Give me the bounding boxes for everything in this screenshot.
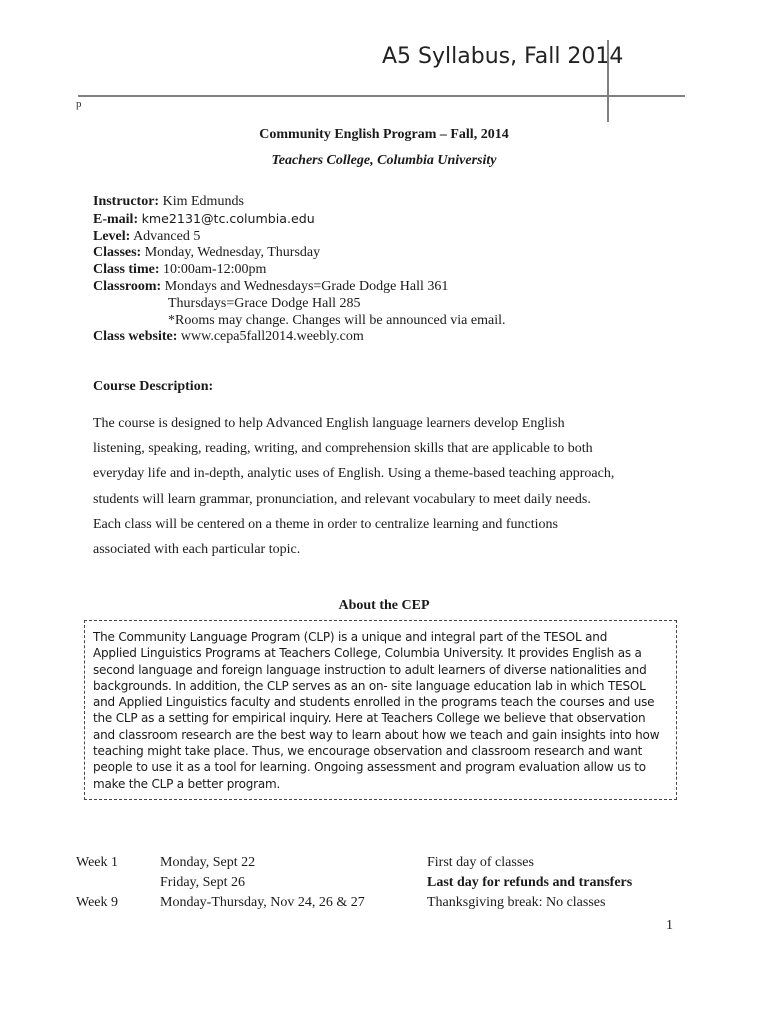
header-vertical-rule	[607, 40, 609, 122]
email-label: E-mail:	[93, 211, 139, 227]
email-row	[93, 211, 505, 229]
website-label: Class website:	[93, 329, 178, 345]
calendar-date: Friday, Sept 26	[160, 875, 246, 890]
header-mark: p	[76, 98, 82, 110]
about-line: and classroom research are the best way to learn about how we teach and gain insights into how	[93, 727, 660, 742]
about-line: and Applied Linguistics faculty and students enrolled in the programs teach the courses and use	[93, 695, 655, 710]
level-row	[93, 229, 505, 246]
about-line: people to use it as a tool for learning. Ongoing assessment and program evaluation allow us to	[93, 760, 646, 775]
calendar-event: Thanksgiving break: No classes	[427, 895, 606, 910]
header-horizontal-rule	[78, 95, 685, 97]
classes-row	[93, 245, 505, 262]
description-line: listening, speaking, reading, writing, and comprehension skills that are applicable to both	[93, 441, 593, 457]
instructor-value: Kim Edmunds	[162, 194, 244, 209]
classroom-row	[93, 279, 505, 296]
about-line: the CLP as a setting for empirical inquiry. Here at Teachers College we believe that observation	[93, 711, 646, 726]
document-header-title: A5 Syllabus, Fall 2014	[382, 44, 624, 69]
email-value: kme2131@tc.columbia.edu	[141, 210, 315, 226]
calendar-date: Monday-Thursday, Nov 24, 26 & 27	[160, 895, 365, 910]
calendar-date: Monday, Sept 22	[160, 855, 256, 870]
class-time-value: 10:00am-12:00pm	[163, 262, 267, 278]
about-heading: About the CEP	[338, 598, 430, 613]
course-info	[93, 194, 505, 346]
classes-value: Monday, Wednesday, Thursday	[144, 245, 321, 261]
website-row	[93, 329, 505, 346]
calendar-week: Week 1	[76, 855, 119, 870]
classroom-line-1: Mondays and Wednesdays=Grade Dodge Hall 361	[164, 278, 449, 294]
instructor-label: Instructor:	[93, 194, 160, 209]
about-line: The Community Language Program (CLP) is a unique and integral part of the TESOL and	[93, 630, 608, 644]
class-time-row	[93, 262, 505, 279]
level-value: Advanced 5	[133, 228, 201, 244]
description-line: everyday life and in-depth, analytic uses of English. Using a theme-based teaching approach,	[93, 466, 615, 482]
program-title: Community English Program – Fall, 2014	[259, 127, 509, 142]
about-line: teaching might take place. Thus, we encourage observation and classroom research and want	[93, 744, 643, 759]
about-text-box	[84, 620, 677, 800]
description-line: Each class will be centered on a theme in order to centralize learning and functions	[93, 516, 558, 532]
description-line: associated with each particular topic.	[93, 542, 301, 558]
calendar-week: Week 9	[76, 895, 119, 910]
about-line: backgrounds. In addition, the CLP serves as an on- site language education lab in which TESOL	[93, 678, 646, 693]
class-time-label: Class time:	[93, 262, 160, 278]
description-line: The course is designed to help Advanced English language learners develop English	[93, 416, 565, 431]
classroom-note: *Rooms may change. Changes will be announced via email.	[168, 312, 506, 328]
course-description-body	[93, 411, 693, 562]
page-number: 1	[666, 918, 673, 933]
website-link[interactable]: www.cepa5fall2014.weebly.com	[180, 329, 364, 345]
description-line: students will learn grammar, pronunciation, and relevant vocabulary to meet daily needs.	[93, 491, 591, 507]
calendar-event: First day of classes	[427, 855, 534, 870]
program-subtitle: Teachers College, Columbia University	[271, 153, 497, 168]
instructor-row	[93, 194, 505, 211]
level-label: Level:	[93, 228, 131, 244]
calendar-event: Last day for refunds and transfers	[427, 875, 633, 890]
classes-label: Classes:	[93, 245, 142, 261]
about-line: second language and foreign language instruction to adult learners of diverse nationalities and	[93, 662, 647, 677]
about-line: Applied Linguistics Programs at Teachers College, Columbia University. It provides English as a	[93, 646, 642, 661]
classroom-label: Classroom:	[93, 278, 162, 294]
about-line: make the CLP a better program.	[93, 776, 281, 791]
classroom-line-2: Thursdays=Grace Dodge Hall 285	[168, 295, 361, 311]
course-description-heading: Course Description:	[93, 379, 214, 394]
